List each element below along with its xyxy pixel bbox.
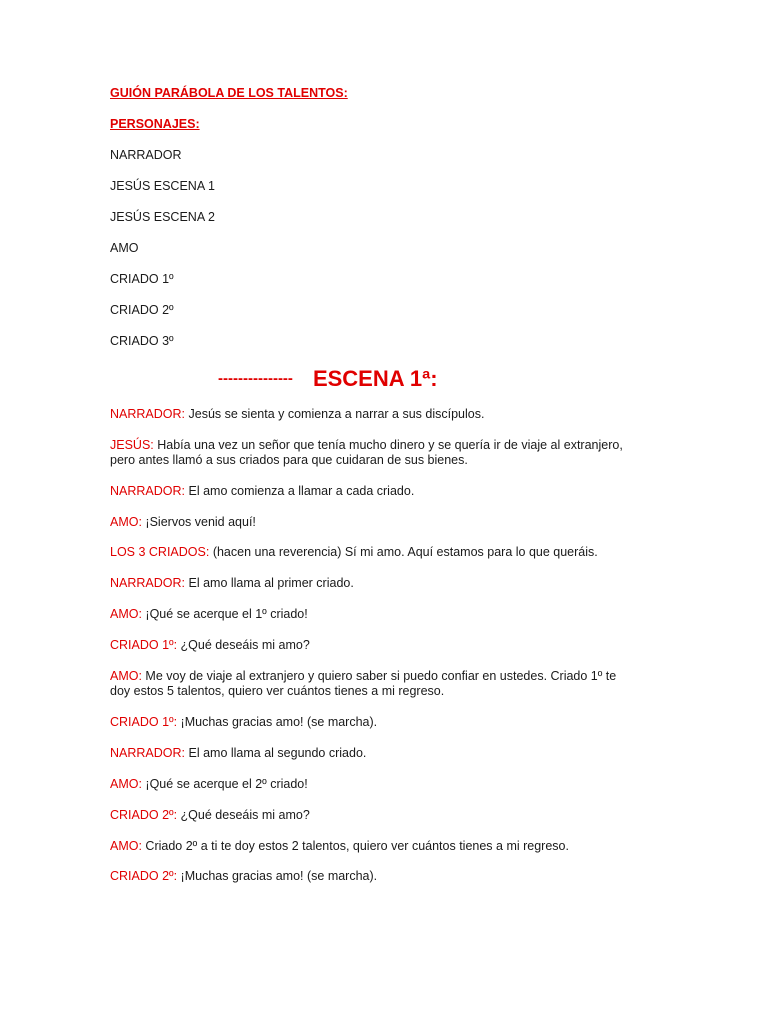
character-item: JESÚS ESCENA 2 bbox=[110, 210, 215, 224]
dialogue-line bbox=[110, 715, 377, 730]
dialogue-text: Criado 2º a ti te doy estos 2 talentos, quiero ver cuántos tienes a mi regreso. bbox=[141, 839, 569, 853]
dialogue-text: ¡Qué se acerque el 2º criado! bbox=[141, 777, 308, 791]
speaker-name: AMO: bbox=[110, 777, 142, 791]
speaker-name: AMO: bbox=[110, 515, 142, 529]
dialogue-text: El amo llama al segundo criado. bbox=[185, 746, 367, 760]
speaker-name: AMO: bbox=[110, 669, 142, 683]
speaker-name: NARRADOR: bbox=[110, 746, 186, 760]
speaker-name: NARRADOR: bbox=[110, 407, 186, 421]
dialogue-line bbox=[110, 777, 308, 792]
speaker-name: CRIADO 1º: bbox=[110, 715, 178, 729]
speaker-name: CRIADO 2º: bbox=[110, 808, 178, 822]
dialogue-line bbox=[110, 607, 308, 622]
character-item: NARRADOR bbox=[110, 148, 182, 162]
speaker-name: JESÚS: bbox=[110, 438, 154, 452]
character-item: AMO bbox=[110, 241, 139, 255]
dialogue-text: ¿Qué deseáis mi amo? bbox=[177, 808, 310, 822]
speaker-name: CRIADO 1º: bbox=[110, 638, 178, 652]
speaker-name: AMO: bbox=[110, 607, 142, 621]
speaker-name: CRIADO 2º: bbox=[110, 869, 178, 883]
dialogue-line bbox=[110, 869, 377, 884]
dialogue-line bbox=[110, 839, 569, 854]
document-title: GUIÓN PARÁBOLA DE LOS TALENTOS: bbox=[110, 86, 348, 100]
dialogue-text: ¡Muchas gracias amo! (se marcha). bbox=[177, 715, 378, 729]
dialogue-continuation: doy estos 5 talentos, quiero ver cuántos tienes a mi regreso. bbox=[110, 684, 445, 698]
dialogue-text: ¡Qué se acerque el 1º criado! bbox=[141, 607, 308, 621]
speaker-name: NARRADOR: bbox=[110, 484, 186, 498]
speaker-name: LOS 3 CRIADOS: bbox=[110, 545, 210, 559]
speaker-name: NARRADOR: bbox=[110, 576, 186, 590]
dialogue-line bbox=[110, 484, 414, 499]
character-item: JESÚS ESCENA 1 bbox=[110, 179, 215, 193]
dialogue-line bbox=[110, 576, 354, 591]
dialogue-text: Había una vez un señor que tenía mucho dinero y se quería ir de viaje al extranjero, bbox=[153, 438, 623, 452]
dialogue-text: El amo comienza a llamar a cada criado. bbox=[185, 484, 415, 498]
scene-title: ESCENA 1ª: bbox=[312, 366, 438, 391]
scene-dashes: --------------- bbox=[218, 370, 293, 387]
scene-heading bbox=[218, 366, 438, 392]
dialogue-text: Me voy de viaje al extranjero y quiero saber si puedo confiar en ustedes. Criado 1º te bbox=[141, 669, 617, 683]
dialogue-text: ¿Qué deseáis mi amo? bbox=[177, 638, 310, 652]
dialogue-line bbox=[110, 438, 623, 453]
dialogue-line bbox=[110, 545, 598, 560]
dialogue-text: ¡Siervos venid aquí! bbox=[141, 515, 256, 529]
dialogue-line bbox=[110, 746, 366, 761]
character-item: CRIADO 3º bbox=[110, 334, 174, 348]
dialogue-text: (hacen una reverencia) Sí mi amo. Aquí estamos para lo que queráis. bbox=[209, 545, 598, 559]
characters-heading: PERSONAJES: bbox=[110, 117, 200, 131]
dialogue-line bbox=[110, 808, 310, 823]
character-item: CRIADO 2º bbox=[110, 303, 174, 317]
dialogue-line bbox=[110, 515, 256, 530]
speaker-name: AMO: bbox=[110, 839, 142, 853]
dialogue-continuation: pero antes llamó a sus criados para que cuidaran de sus bienes. bbox=[110, 453, 468, 467]
dialogue-text: El amo llama al primer criado. bbox=[185, 576, 354, 590]
dialogue-line bbox=[110, 638, 310, 653]
dialogue-text: ¡Muchas gracias amo! (se marcha). bbox=[177, 869, 378, 883]
character-item: CRIADO 1º bbox=[110, 272, 174, 286]
dialogue-line bbox=[110, 407, 484, 422]
dialogue-text: Jesús se sienta y comienza a narrar a sus discípulos. bbox=[185, 407, 485, 421]
dialogue-line bbox=[110, 669, 616, 684]
